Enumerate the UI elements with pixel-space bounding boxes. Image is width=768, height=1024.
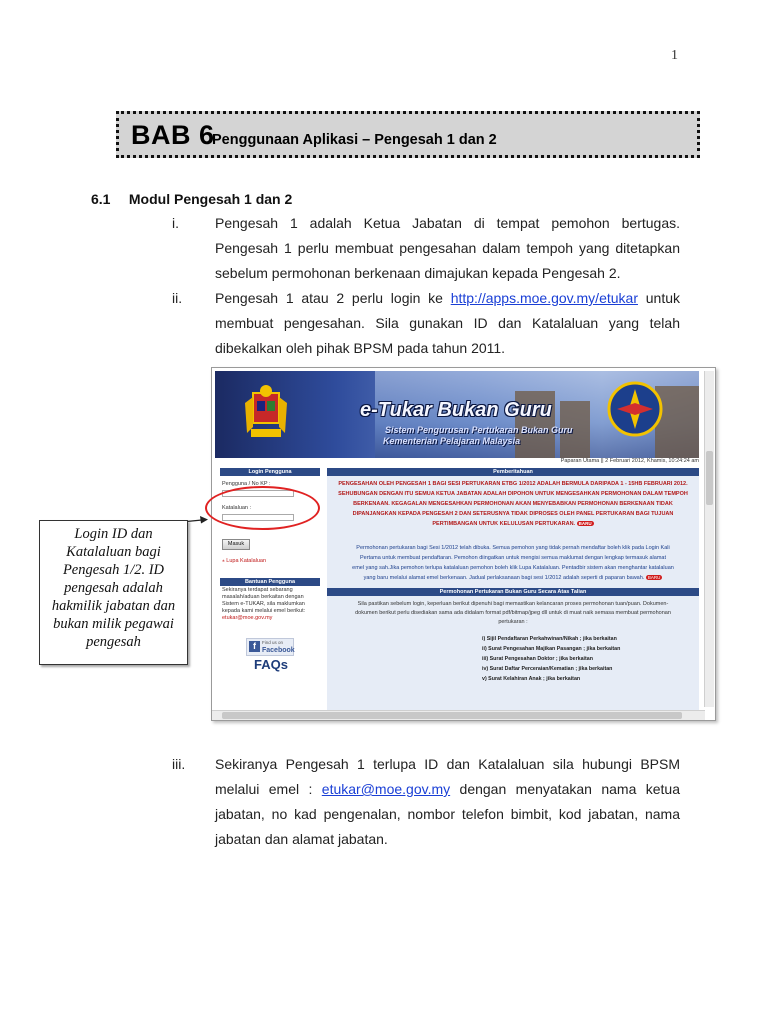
highlight-ellipse bbox=[205, 486, 320, 530]
document-list: i) Sijil Pendaftaran Perkahwinan/Nikah ; jika berkaitan ii) Surat Pengesahan Majikan Pasangan ; jika berkaitan iii) Surat Pengesahan Doktor ; jika berkaitan iv) Surat Daftar Perceraian/Kematian ; jika berkaitan v) Surat Kelahiran Anak ; jika berkaitan bbox=[482, 636, 621, 682]
horizontal-scrollbar[interactable] bbox=[212, 710, 705, 720]
malaysia-coat-of-arms-icon bbox=[243, 383, 289, 445]
vertical-scrollbar[interactable] bbox=[704, 371, 714, 707]
etukar-portal-screenshot bbox=[211, 367, 716, 721]
online-application-header: Permohonan Pertukaran Bukan Guru Secara Atas Talian bbox=[327, 588, 699, 596]
announcement-blue-last: yang baru melalui alamat emel berkenaan. Jadual perlaksanaan bagi sesi 1/2012 adalah seperti di paparan bawah. BARU bbox=[363, 575, 661, 581]
faqs-button[interactable]: FAQs bbox=[254, 657, 288, 672]
chapter-heading-box bbox=[116, 111, 700, 158]
chapter-title: Penggunaan Aplikasi – Pengesah 1 dan 2 bbox=[212, 132, 497, 148]
password-label: Katalaluan : bbox=[222, 505, 252, 511]
item-text-after: untuk membuat pengesahan. Sila gunakan ID dan Katalaluan yang telah dibekalkan oleh pihak BPSM pada tahun 2011. bbox=[215, 290, 680, 356]
section-number: 6.1 bbox=[91, 191, 111, 207]
help-text: Sekiranya terdapat sebarang masalah/aduan berkaitan dengan Sistem e-TUKAR, sila maklumkan kepada kami melalui emel berikut: etukar@moe.gov.my bbox=[222, 587, 306, 621]
login-panel-header: Login Pengguna bbox=[220, 468, 320, 476]
announcement-panel: Pemberitahuan PENGESAHAN OLEH PENGESAH 1 BAGI SESI PERTUKARAN ETBG 1/2012 ADALAH BERMULA DARIPADA 1 - 15HB FEBRUARI 2012. SEHUBUNGAN DENGAN ITU SEMUA KETUA JABATAN ADALAH DIPOHON UNTUK MENGESAHKAN PERMOHONAN DALAM TEMPOH BERKENAAN. KEGAGALAN MENGESAHKAN PERMOHONAN AKAN MENYEBABKAN PERMOHONAN BERKENAAN TIDAK DIPANJANGKAN KEPADA PENGESAH 2 DAN SETERUSNYA TIDAK DIPROSES OLEH PANEL PERTUKARAN BAGI TUJUAN PERTIMBANGAN UNTUK KELULUSAN PERTUKARAN. BARU Permohonan pertukaran bagi Sesi 1/2012 telah dibuka. Semua pemohon yang tidak pernah mendaftar boleh klik pada Login Kali Pertama untuk membuat pendaftaran. Pemohon diingatkan untuk mengisi semua maklumat dengan lengkap termasuk alamat emel yang sah.Jika pemohon terlupa katalaluan pemohon boleh klik Lupa Katalaluan. Pentadbir sistem akan menghantar katalaluan yang baru melalui alamat emel berkenaan. Jadual perlaksanaan bagi sesi 1/2012 adalah seperti di paparan bawah. BARU Permohonan Pertukaran Bukan Guru Secara Atas Talian Sila pastikan sebelum login, keperluan berikut dipenuhi bagi memastikan kelancaran proses permohonan tuan/puan. Dokumen- dokumen berikut perlu disediakan sama ada didalam format pdf/bitmap/jpeg dll untuk di muat naik semasa membuat permohonan pertukaran : i) Sijil Pendaftaran Perkahwinan/Nikah ; jika berkaitan ii) Surat Pengesahan Majikan Pasangan ; jika berkaitan iii) Surat Pengesahan Doktor ; jika berkaitan iv) Surat Daftar Perceraian/Kematian ; jika berkaitan v) Surat Kelahiran Anak ; jika berkaitan bbox=[327, 468, 699, 714]
forgot-password-link[interactable]: ⁎ Lupa Katalaluan bbox=[222, 558, 267, 564]
section-title: Modul Pengesah 1 dan 2 bbox=[128, 191, 293, 207]
page-number: 1 bbox=[671, 48, 678, 63]
item-marker: ii. bbox=[172, 290, 183, 306]
etukar-email-link[interactable]: etukar@moe.gov.my bbox=[321, 781, 451, 797]
username-label: Pengguna / No KP : bbox=[222, 481, 271, 487]
list-item-2 bbox=[172, 286, 680, 361]
chapter-number: BAB 6 bbox=[131, 120, 215, 150]
new-badge: BARU bbox=[647, 575, 661, 580]
item-text-before: Sekiranya Pengesah 1 terlupa ID dan Katalaluan sila hubungi BPSM melalui emel : bbox=[215, 756, 680, 797]
callout-note: Login ID dan Katalaluan bagi Pengesah 1/2. ID pengesah adalah hakmilik jabatan dan bukan milik pegawai pengesah bbox=[39, 520, 188, 665]
item-text: Pengesah 1 adalah Ketua Jabatan di tempat pemohon bertugas. Pengesah 1 perlu membuat pengesahan dalam tempoh yang ditetapkan sebelum permohonan berkenaan dimajukan kepada Pengesah 2. bbox=[215, 215, 680, 281]
section-heading bbox=[91, 191, 292, 207]
portal-ministry: Kementerian Pelajaran Malaysia bbox=[383, 436, 521, 446]
facebook-icon: f bbox=[249, 641, 260, 652]
login-button[interactable]: Masuk bbox=[222, 539, 250, 550]
item-marker: i. bbox=[172, 215, 179, 231]
announcement-header: Pemberitahuan bbox=[327, 468, 699, 476]
portal-banner bbox=[215, 371, 699, 458]
item-text bbox=[215, 752, 680, 852]
item-text bbox=[215, 286, 680, 361]
new-badge: BARU bbox=[578, 521, 592, 526]
portal-subtitle: Sistem Pengurusan Pertukaran Bukan Guru bbox=[385, 425, 573, 435]
etukar-app-link[interactable]: http://apps.moe.gov.my/etukar bbox=[450, 290, 638, 306]
item-text-before: Pengesah 1 atau 2 perlu login ke bbox=[215, 290, 451, 306]
kpm-emblem-icon bbox=[607, 381, 663, 437]
date-bar: Paparan Utama || 2 Februari 2012, Khamis, 10:24:24 am bbox=[560, 458, 699, 464]
facebook-badge[interactable]: f Find us on Facebook bbox=[246, 638, 294, 656]
help-panel-header: Bantuan Pengguna bbox=[220, 578, 320, 586]
list-item-3 bbox=[172, 752, 680, 852]
list-item-1 bbox=[172, 211, 680, 286]
announcement-red-last: PERTIMBANGAN UNTUK KELULUSAN PERTUKARAN. BARU bbox=[432, 521, 592, 527]
item-text-after: dengan menyatakan nama ketua jabatan, no kad pengenalan, nombor telefon bimbit, kod jabatan, nama jabatan dan alamat jabatan. bbox=[215, 781, 680, 847]
help-email[interactable]: etukar@moe.gov.my bbox=[222, 615, 273, 621]
item-marker: iii. bbox=[172, 756, 186, 772]
portal-title: e-Tukar Bukan Guru bbox=[360, 399, 552, 421]
